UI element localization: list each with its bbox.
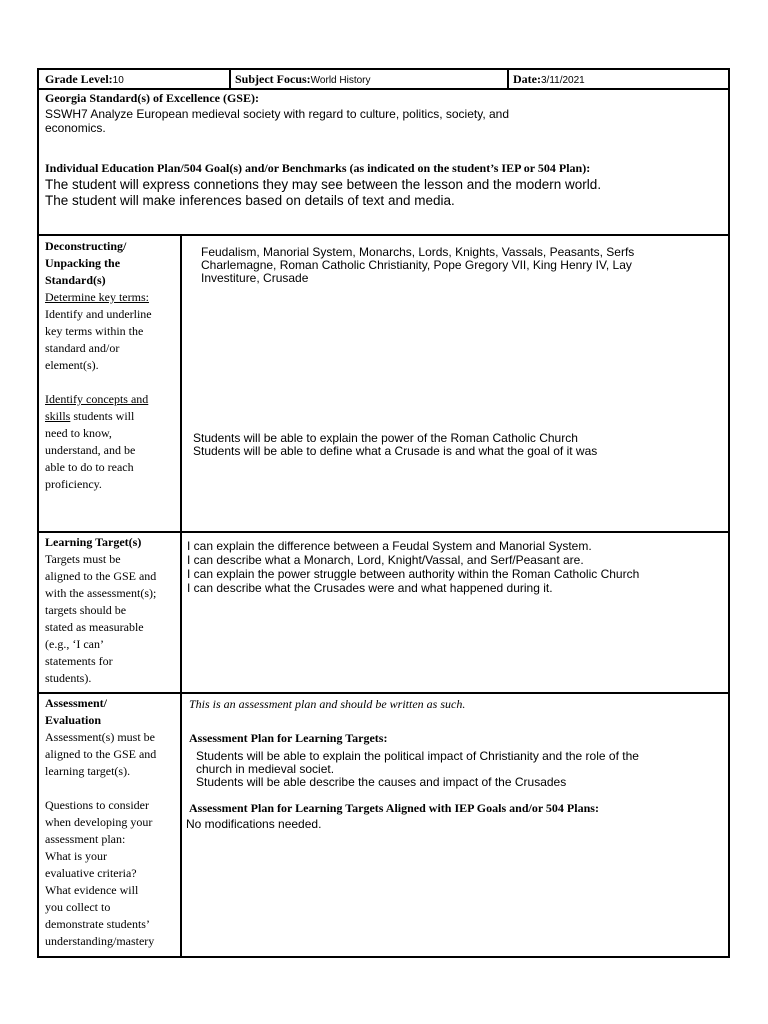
divider	[39, 234, 728, 236]
iep-assessment-content: No modifications needed.	[186, 817, 322, 831]
grade-level-value: 10	[112, 75, 124, 86]
assessment-note: This is an assessment plan and should be written as such.	[189, 697, 466, 711]
iep-section	[45, 160, 729, 209]
iep-goal-line: The student will make inferences based on details of text and media.	[45, 193, 455, 208]
grade-level-label: Grade Level:	[45, 72, 113, 86]
standard-label: Georgia Standard(s) of Excellence (GSE):	[45, 91, 259, 105]
subject-focus-label: Subject Focus:	[235, 72, 311, 86]
learning-targets-content: I can explain the difference between a Feudal System and Manorial System. I can describe what a Monarch, Lord, Knight/Vassal, and Serf/Peasant are. I can explain the power struggle between authority within the Roman Catholic Church I can describe what the Crusades were and what happened during it.	[187, 539, 640, 595]
standard-line: economics.	[45, 121, 106, 135]
divider	[507, 70, 509, 88]
lesson-plan-table	[37, 68, 730, 958]
divider	[39, 531, 728, 533]
learning-targets-label-cell	[45, 534, 179, 687]
iep-goal-line: The student will express connetions they may see between the lesson and the modern world.	[45, 177, 602, 192]
standard-section	[45, 90, 725, 135]
concepts-instructions: Identify concepts and skills students will need to know, understand, and be able to do to reach proficiency.	[45, 392, 149, 491]
deconstructing-label-cell	[45, 238, 177, 493]
key-terms-instructions: Identify and underline key terms within the standard and/or element(s).	[45, 307, 152, 372]
learning-targets-instructions: Targets must be aligned to the GSE and with the assessment(s); targets should be stated as measurable (e.g., ‘I can’ statements for students).	[45, 552, 157, 685]
iep-assessment-heading: Assessment Plan for Learning Targets Aligned with IEP Goals and/or 504 Plans:	[189, 801, 599, 815]
assessment-plan-heading: Assessment Plan for Learning Targets:	[189, 731, 388, 745]
subject-focus-value: World History	[310, 75, 371, 86]
learning-targets-title: Learning Target(s)	[45, 535, 142, 549]
subject-focus-cell	[235, 71, 371, 89]
date-label: Date:	[513, 72, 541, 86]
assessment-questions: Questions to consider when developing your assessment plan: What is your evaluative criteria? What evidence will you collect to demonstrate students’ understanding/mastery	[45, 798, 155, 948]
divider	[229, 70, 231, 88]
assessment-plan-content: Students will be able to explain the political impact of Christianity and the role of the church in medieval societ. Students will be able describe the causes and impact of the Crusades	[196, 749, 639, 789]
iep-label: Individual Education Plan/504 Goal(s) and/or Benchmarks (as indicated on the student’s IEP or 504 Plan):	[45, 161, 591, 175]
standard-line: SSWH7 Analyze European medieval society with regard to culture, politics, society, and	[45, 107, 510, 121]
divider	[180, 234, 182, 956]
assessment-instructions: Assessment(s) must be aligned to the GSE and learning target(s).	[45, 730, 157, 778]
assessment-title: Assessment/ Evaluation	[45, 696, 107, 727]
date-cell	[513, 71, 585, 89]
concepts-content: Students will be able to explain the power of the Roman Catholic Church Students will be able to define what a Crusade is and what the goal of it was	[193, 431, 598, 458]
assessment-label-cell	[45, 695, 179, 950]
key-terms-content: Feudalism, Manorial System, Monarchs, Lords, Knights, Vassals, Peasants, Serfs Charlemagne, Roman Catholic Christianity, Pope Gregory VII, King Henry IV, Lay Investiture, Crusade	[201, 245, 635, 285]
date-value: 3/11/2021	[540, 75, 585, 86]
grade-level-cell	[45, 71, 124, 89]
key-terms-heading: Determine key terms:	[45, 290, 149, 304]
divider	[39, 692, 728, 694]
deconstructing-title: Deconstructing/ Unpacking the Standard(s)	[45, 239, 127, 287]
